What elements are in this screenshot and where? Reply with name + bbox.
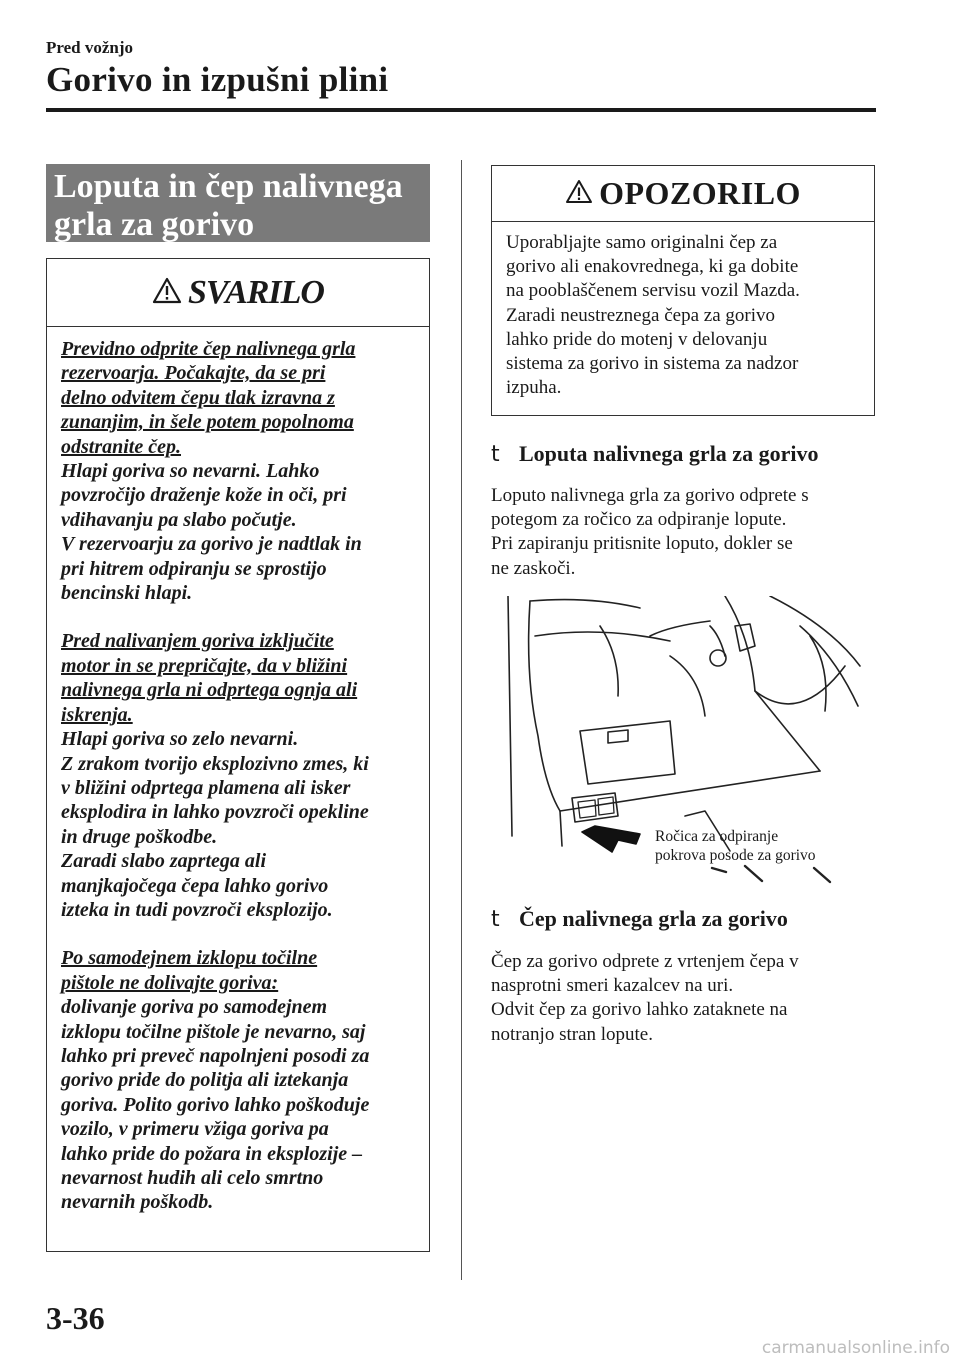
caution-line: nalivnega grla ni odprtega ognja ali [61,679,358,702]
caption-line2: pokrova posode za gorivo [655,847,816,864]
caution-line: iskrenja. [61,703,133,726]
caution-line: pri hitrem odpiranju se sprostijo [61,557,327,580]
warning-triangle-icon [565,179,593,209]
caution-line: lahko pri preveč napolnjeni posodi za [61,1044,370,1067]
paragraph-line: potegom za ročico za odpiranje lopute. [491,509,787,531]
caution-body [47,327,429,1215]
caution-line: V rezervoarju za gorivo je nadtlak in [61,533,362,556]
caution-line: goriva. Polito gorivo lahko poškoduje [61,1093,370,1116]
paragraph-line: Pri zapiranju pritisnite loputo, dokler se [491,533,793,555]
warning-header [492,166,874,222]
caution-line: delno odvitem čepu tlak izravna z [61,386,335,409]
watermark: carmanualsonline.info [761,1338,950,1358]
warning-triangle-icon [152,277,182,309]
warning-line: gorivo ali enakovrednega, ki ga dobite [506,256,799,278]
caution-line: Zaradi slabo zaprtega ali [61,850,267,873]
caution-line: izteka in tudi povzroči eksplozijo. [61,898,333,921]
fuel-lid-paragraph [491,484,875,581]
section-title-line1: Loputa in čep nalivnega [54,168,403,205]
caution-line: vozilo, v primeru vžiga goriva pa [61,1118,329,1141]
warning-title: OPOZORILO [599,175,801,211]
warning-line: Zaradi neustreznega čepa za gorivo [506,304,776,326]
caution-line: nevarnost hudih ali celo smrtno [61,1167,324,1189]
caution-line: Hlapi goriva so nevarni. Lahko [61,460,320,483]
paragraph-line: ne zaskoči. [491,557,576,579]
subsection-heading-fuel-lid [491,441,818,467]
section-banner [46,164,430,242]
page-title: Gorivo in izpušni plini [46,60,389,99]
caution-line: izklopu točilne pištole je nevarno, saj [61,1020,366,1043]
caution-line: motor in se prepričajte, da v bližini [61,654,348,677]
paragraph-line: notranjo stran lopute. [491,1023,653,1045]
caution-line: Z zrakom tvorijo eksplozivno zmes, ki [61,752,369,775]
caution-line: povzročijo draženje kože in oči, pri [61,484,347,507]
chapter-label: Pred vožnjo [46,38,134,57]
caution-line: Pred nalivanjem goriva izključite [61,630,334,653]
caution-line: eksplodira in lahko povzroči opekline [61,801,369,824]
column-divider [461,160,462,1280]
warning-line: izpuha. [506,377,562,399]
caution-line: rezervoarja. Počakajte, da se pri [61,362,326,385]
section-title-line2: grla za gorivo [54,206,255,243]
caution-line: Hlapi goriva so zelo nevarni. [61,728,299,751]
caution-header [47,259,429,327]
paragraph-line: nasprotni smeri kazalcev na uri. [491,975,734,997]
caution-line: pištole ne dolivajte goriva: [61,971,279,994]
caution-line: Po samodejnem izklopu točilne [61,947,318,970]
caution-line: odstranite čep. [61,435,181,458]
paragraph-line: Odvit čep za gorivo lahko zataknete na [491,999,788,1021]
caution-line: nevarnih poškodb. [61,1191,214,1214]
caution-line: gorivo pride do politja ali iztekanja [61,1069,349,1092]
warning-line: sistema za gorivo in sistema za nadzor [506,353,799,375]
warning-body [492,222,874,400]
caution-line: dolivanje goriva po samodejnem [61,996,328,1019]
subsection-bullet: t [491,442,500,467]
caution-line: in druge poškodbe. [61,825,218,848]
illustration-caption [655,827,816,865]
caution-line: zunanjim, in šele potem popolnoma [61,411,354,434]
caution-title: SVARILO [188,273,324,311]
caution-line: lahko pride do požara in eksplozije – [61,1142,363,1165]
caution-line: manjkajočega čepa lahko gorivo [61,874,329,897]
paragraph-line: Loputo nalivnega grla za gorivo odprete s [491,485,809,506]
warning-line: na pooblaščenem servisu vozil Mazda. [506,280,800,302]
caution-line: Previdno odprite čep nalivnega grla [61,338,356,360]
subsection-title: Čep nalivnega grla za gorivo [519,906,788,931]
warning-line: lahko pride do motenj v delovanju [506,328,768,350]
caption-line1: Ročica za odpiranje [655,828,779,845]
header-rule [46,108,876,112]
warning-line: Uporabljajte samo originalni čep za [506,232,778,253]
subsection-title: Loputa nalivnega grla za gorivo [519,441,819,466]
paragraph-line: Čep za gorivo odprete z vrtenjem čepa v [491,951,799,972]
caution-line: v bližini odprtega plamena ali isker [61,776,351,799]
fuel-cap-paragraph [491,950,875,1047]
caution-line: bencinski hlapi. [61,582,193,605]
caution-box [46,258,430,1252]
warning-box [491,165,875,416]
caution-line: vdihavanju pa slabo počutje. [61,508,297,531]
subsection-heading-fuel-cap [491,906,788,932]
subsection-bullet: t [491,907,500,932]
page-number: 3-36 [46,1300,105,1336]
